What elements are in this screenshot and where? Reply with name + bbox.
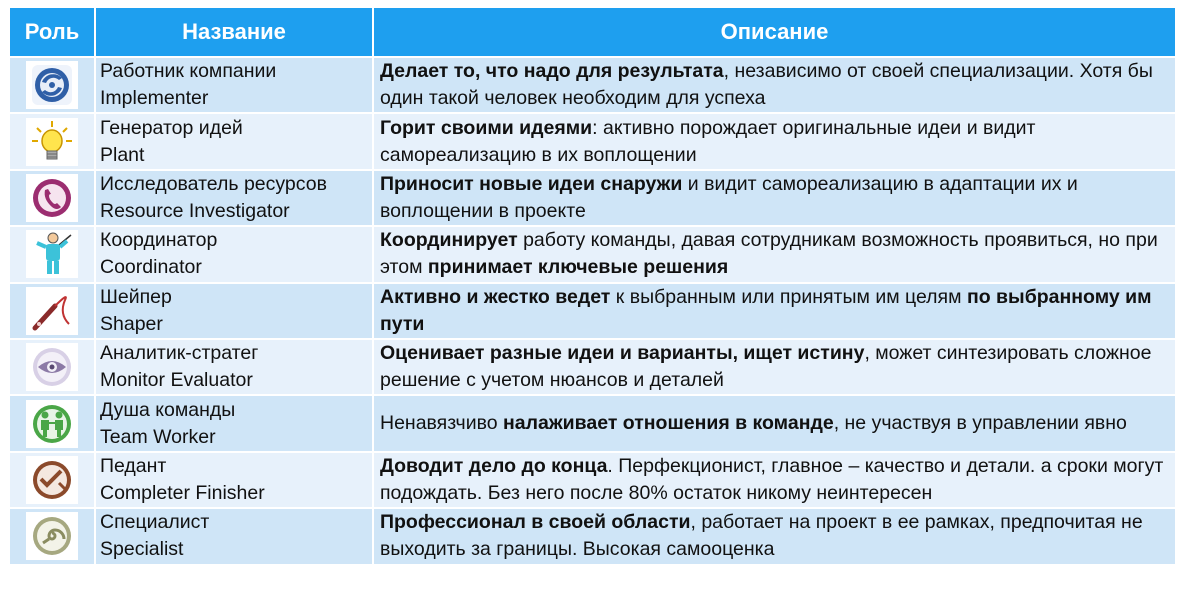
description-bold-text: Приносит новые идеи снаружи: [380, 172, 683, 195]
description-bold-text: по выбранному им пути: [380, 285, 1152, 335]
role-icon-cell: [10, 58, 94, 112]
role-name-cell: [96, 171, 372, 225]
people-icon: [26, 400, 78, 448]
role-name-ru: Исследователь ресурсов: [100, 172, 327, 195]
role-description: [374, 58, 1175, 112]
role-icon-cell: [10, 396, 94, 450]
role-name-ru: Аналитик-стратег: [100, 342, 259, 365]
role-icon-cell: [10, 453, 94, 507]
table-row: [10, 453, 1175, 507]
description-text: , может синтезировать сложное решение с учетом нюансов и деталей: [380, 342, 1152, 392]
description-text: , работает на проект в ее рамках, предпочитая не выходить за границы. Высокая самооценка: [380, 511, 1143, 561]
role-icon-cell: [10, 509, 94, 563]
description-bold-text: Доводит дело до конца: [380, 454, 608, 477]
spiral-icon: [26, 512, 78, 560]
role-description: [374, 340, 1175, 394]
role-description: [374, 396, 1175, 450]
role-icon-cell: [10, 284, 94, 338]
header-role: Роль: [10, 8, 94, 56]
description-text: . Перфекционист, главное – качество и детали. а сроки могут подождать. Без него после 80% остаток никому неинтересен: [380, 454, 1164, 504]
description-bold-text: Горит своими идеями: [380, 116, 593, 139]
role-name-ru: Работник компании: [100, 60, 277, 83]
role-name-cell: [96, 340, 372, 394]
role-name-ru: Душа команды: [100, 398, 236, 421]
role-icon-cell: [10, 171, 94, 225]
role-description: [374, 509, 1175, 563]
table-row: [10, 58, 1175, 112]
description-text: , не участвуя в управлении явно: [833, 412, 1127, 435]
table-row: [10, 340, 1175, 394]
table-row: [10, 284, 1175, 338]
description-bold-text: принимает ключевые решения: [427, 256, 729, 279]
role-name-cell: [96, 114, 372, 168]
role-icon-cell: [10, 340, 94, 394]
description-bold-text: Профессионал в своей области: [380, 511, 691, 534]
role-name-ru: Специалист: [100, 511, 210, 534]
role-name-en: Specialist: [100, 538, 184, 561]
description-text: , независимо от своей специализации. Хотя бы один такой человек необходим для успеха: [380, 60, 1153, 110]
whip-icon: [26, 287, 78, 335]
role-description: [374, 171, 1175, 225]
role-name-en: Shaper: [100, 312, 163, 335]
description-text: Ненавязчиво: [380, 412, 503, 435]
header-description: Описание: [374, 8, 1175, 56]
table-row: [10, 396, 1175, 450]
role-name-en: Implementer: [100, 87, 209, 110]
pen-check-icon: [26, 456, 78, 504]
role-name-ru: Координатор: [100, 229, 218, 252]
role-icon-cell: [10, 114, 94, 168]
role-description: [374, 284, 1175, 338]
role-icon-cell: [10, 227, 94, 281]
role-name-cell: [96, 284, 372, 338]
description-text: к выбранным или принятым им целям: [610, 285, 967, 308]
role-name-en: Coordinator: [100, 256, 202, 279]
role-name-cell: [96, 396, 372, 450]
header-name: Название: [96, 8, 372, 56]
gear-globe-icon: [26, 61, 78, 109]
role-name-ru: Педант: [100, 454, 167, 477]
role-name-en: Resource Investigator: [100, 199, 290, 222]
table-row: [10, 509, 1175, 563]
table-row: [10, 114, 1175, 168]
conductor-icon: [26, 230, 78, 278]
table-row: [10, 171, 1175, 225]
role-name-en: Completer Finisher: [100, 481, 265, 504]
role-name-en: Plant: [100, 143, 145, 166]
description-bold-text: Делает то, что надо для результата: [380, 60, 724, 83]
belbin-roles-table: [8, 6, 1177, 566]
description-bold-text: налаживает отношения в команде: [503, 412, 834, 435]
role-name-cell: [96, 227, 372, 281]
description-bold-text: Оценивает разные идеи и варианты, ищет истину: [380, 342, 865, 365]
table-row: [10, 227, 1175, 281]
role-name-en: Monitor Evaluator: [100, 369, 253, 392]
description-bold-text: Координирует: [380, 229, 518, 252]
lightbulb-icon: [26, 118, 78, 166]
description-text: работу команды, давая сотрудникам возможность проявиться, но при этом: [380, 229, 1158, 279]
role-name-en: Team Worker: [100, 425, 216, 448]
role-name-cell: [96, 58, 372, 112]
description-bold-text: Активно и жестко ведет: [380, 285, 611, 308]
role-description: [374, 453, 1175, 507]
telephone-icon: [26, 174, 78, 222]
role-name-ru: Генератор идей: [100, 116, 243, 139]
header-row: [10, 8, 1175, 56]
role-name-cell: [96, 453, 372, 507]
description-text: : активно порождает оригинальные идеи и видит самореализацию в их воплощении: [380, 116, 1036, 166]
eye-icon: [26, 343, 78, 391]
role-description: [374, 227, 1175, 281]
description-text: и видит самореализацию в адаптации их и воплощении в проекте: [380, 172, 1078, 222]
role-name-cell: [96, 509, 372, 563]
role-name-ru: Шейпер: [100, 285, 172, 308]
role-description: [374, 114, 1175, 168]
